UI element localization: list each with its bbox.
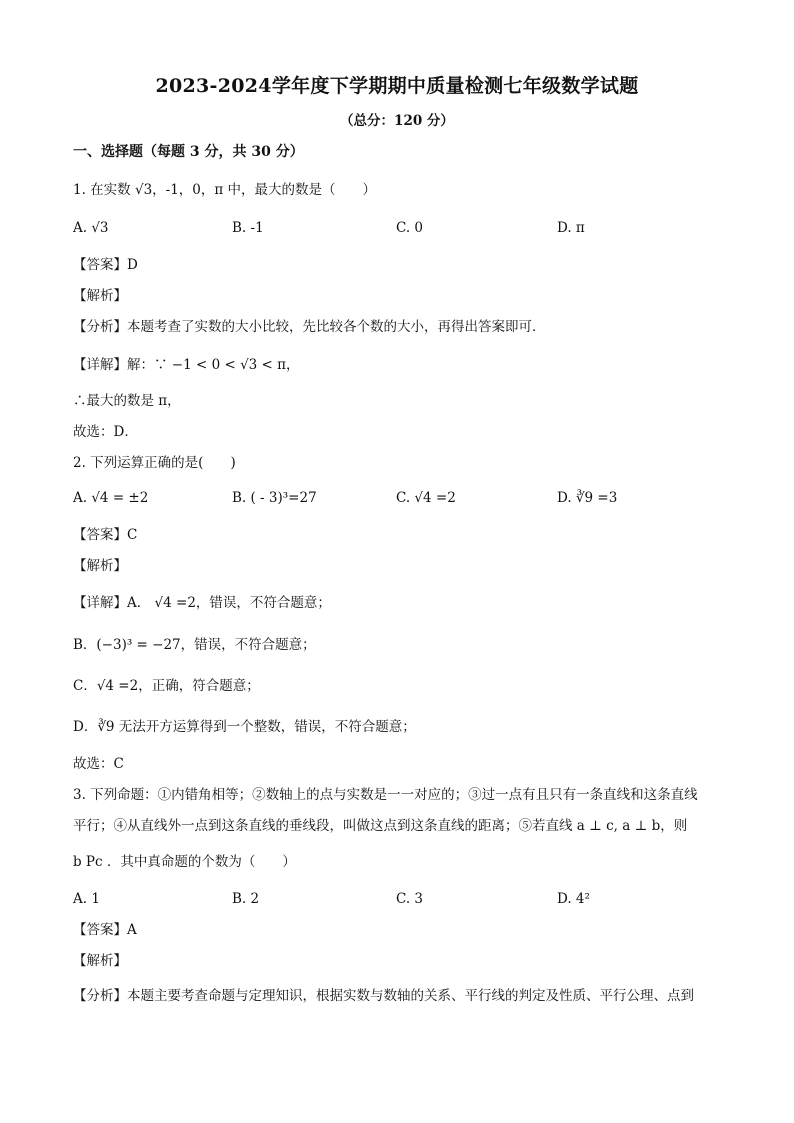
question-3-stem-line-1: 3. 下列命题：①内错角相等；②数轴上的点与实数是一一对应的；③过一点有且只有一条直线和这条直线 [73, 787, 698, 803]
question-1-conclusion: ∴最大的数是 π， [73, 393, 181, 409]
page-subtitle: （总分：120 分） [340, 113, 454, 129]
question-2-stem: 2. 下列运算正确的是( ) [73, 455, 236, 471]
question-3-analysis-tag: 【解析】 [73, 953, 127, 969]
section-heading: 一、选择题（每题 3 分，共 30 分） [73, 144, 304, 160]
question-2-detail-a: 【详解】A． √4 =2，错误，不符合题意； [73, 595, 331, 611]
question-2-analysis-tag: 【解析】 [73, 558, 127, 574]
question-3-option-b: B. 2 [232, 891, 260, 907]
question-1-option-b: B. -1 [232, 220, 264, 236]
question-1-option-a: A. √3 [73, 220, 109, 236]
question-1-stem: 1. 在实数 √3，-1，0，π 中，最大的数是（ ） [73, 182, 377, 198]
question-1-option-c: C. 0 [396, 220, 424, 236]
question-1-detail: 【详解】解：∵ −1 < 0 < √3 < π， [73, 357, 300, 373]
question-1-answer: 【答案】D [73, 257, 138, 273]
question-2-option-a: A. √4 = ±2 [73, 490, 149, 506]
question-2-detail-b: B．(−3)³ = −27，错误，不符合题意； [73, 637, 316, 653]
page-title: 2023-2024学年度下学期期中质量检测七年级数学试题 [155, 75, 639, 97]
question-3-stem-line-2: 平行；④从直线外一点到这条直线的垂线段，叫做这点到这条直线的距离；⑤若直线 a ⊥ c, a ⊥ b，则 [73, 818, 688, 834]
question-2-answer: 【答案】C [73, 527, 138, 543]
question-2-option-d: D. ∛9 =3 [557, 490, 618, 506]
question-2-detail-d: D．∛9 无法开方运算得到一个整数，错误，不符合题意； [73, 719, 416, 735]
question-3-option-d: D. 4² [557, 891, 590, 907]
question-3-stem-line-3: b Pc ．其中真命题的个数为（ ） [73, 854, 296, 870]
question-1-option-d: D. π [557, 220, 585, 236]
question-1-choice: 故选：D． [73, 424, 138, 440]
question-2-option-b: B. ( - 3)³=27 [232, 490, 317, 506]
question-1-analysis: 【分析】本题考查了实数的大小比较，先比较各个数的大小，再得出答案即可． [73, 319, 546, 335]
question-3-analysis: 【分析】本题主要考查命题与定理知识，根据实数与数轴的关系、平行线的判定及性质、平行公理、点到 [73, 988, 694, 1004]
question-2-detail-c: C．√4 =2，正确，符合题意； [73, 678, 260, 694]
question-3-option-a: A. 1 [73, 891, 100, 907]
question-1-analysis-tag: 【解析】 [73, 288, 127, 304]
question-2-option-c: C. √4 =2 [396, 490, 456, 506]
question-3-answer: 【答案】A [73, 922, 137, 938]
question-2-choice: 故选：C [73, 756, 124, 772]
question-3-option-c: C. 3 [396, 891, 424, 907]
